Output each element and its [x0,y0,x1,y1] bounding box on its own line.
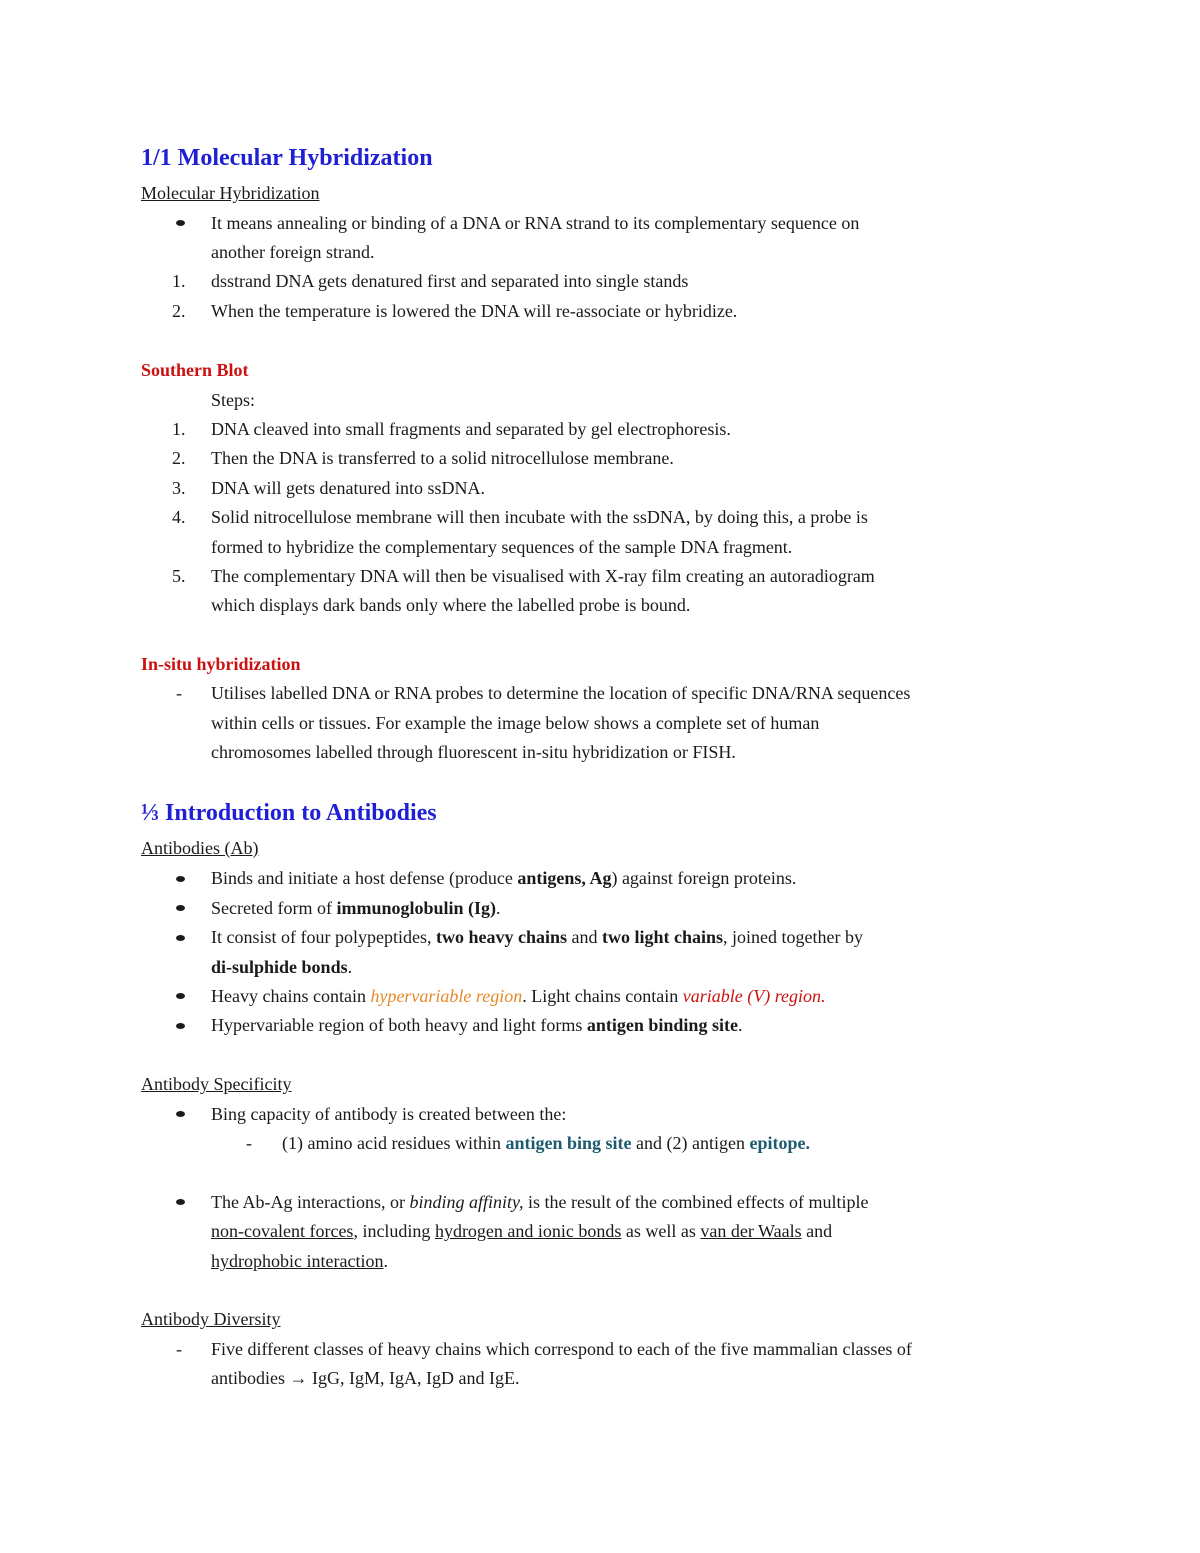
text-line: Heavy chains contain hypervariable region. Light chains contain variable (V) region. [211,986,826,1006]
text-line: (1) amino acid residues within antigen bing site and (2) antigen epitope. [282,1133,810,1153]
list-item: When the temperature is lowered the DNA will re-associate or hybridize. [211,301,738,321]
section-title-introduction-to-antibodies: ⅓ Introduction to Antibodies [141,800,437,826]
list-number: 1. [172,271,186,291]
heading-in-situ-hybridization: In-situ hybridization [141,654,301,674]
text-line: hydrophobic interaction. [211,1251,388,1271]
text-line: antibodies → IgG, IgM, IgA, IgD and IgE. [211,1368,520,1388]
list-item: The complementary DNA will then be visualised with X-ray film creating an autoradiogram [211,566,875,586]
list-number: 4. [172,507,186,527]
list-item-continued: which displays dark bands only where the labelled probe is bound. [211,595,691,615]
dash-marker: - [176,1339,182,1359]
list-item: dsstrand DNA gets denatured first and separated into single stands [211,271,689,291]
text-line: The Ab-Ag interactions, or binding affinity, is the result of the combined effects of multiple [211,1192,869,1212]
text-line: Five different classes of heavy chains which correspond to each of the five mammalian classes of [211,1339,912,1359]
list-number: 2. [172,301,186,321]
subheading-antibody-diversity: Antibody Diversity [141,1309,281,1329]
text-line: It consist of four polypeptides, two heavy chains and two light chains, joined together by [211,927,863,947]
list-number: 1. [172,419,186,439]
list-number: 5. [172,566,186,586]
list-item: Solid nitrocellulose membrane will then incubate with the ssDNA, by doing this, a probe is [211,507,868,527]
dash-marker: - [176,683,182,703]
text-line: within cells or tissues. For example the image below shows a complete set of human [211,713,820,733]
heading-southern-blot: Southern Blot [141,360,249,380]
list-item: DNA will gets denatured into ssDNA. [211,478,485,498]
text-line: Binds and initiate a host defense (produce antigens, Ag) against foreign proteins. [211,868,797,888]
text-line: It means annealing or binding of a DNA or RNA strand to its complementary sequence on [211,213,860,233]
subheading-antibody-specificity: Antibody Specificity [141,1074,292,1094]
text-line: Hypervariable region of both heavy and light forms antigen binding site. [211,1015,743,1035]
section-title-molecular-hybridization: 1/1 Molecular Hybridization [141,145,433,171]
bullet-icon [176,220,185,226]
text-line: Utilises labelled DNA or RNA probes to determine the location of specific DNA/RNA sequences [211,683,911,703]
bullet-icon [176,1023,185,1029]
bullet-icon [176,1111,185,1117]
bullet-icon [176,876,185,882]
text-line: Secreted form of immunoglobulin (Ig). [211,898,501,918]
list-item: Then the DNA is transferred to a solid nitrocellulose membrane. [211,448,674,468]
text-line: another foreign strand. [211,242,375,262]
subheading-antibodies: Antibodies (Ab) [141,838,259,858]
bullet-icon [176,993,185,999]
list-number: 2. [172,448,186,468]
bullet-icon [176,935,185,941]
dash-marker: - [246,1133,252,1153]
bullet-icon [176,1199,185,1205]
bullet-icon [176,905,185,911]
text-line: non-covalent forces, including hydrogen and ionic bonds as well as van der Waals and [211,1221,833,1241]
list-item: DNA cleaved into small fragments and separated by gel electrophoresis. [211,419,731,439]
list-item-continued: formed to hybridize the complementary sequences of the sample DNA fragment. [211,537,793,557]
subheading-molecular-hybridization: Molecular Hybridization [141,183,320,203]
steps-label: Steps: [211,390,256,410]
text-line: chromosomes labelled through fluorescent in-situ hybridization or FISH. [211,742,736,762]
text-line: Bing capacity of antibody is created between the: [211,1104,567,1124]
list-number: 3. [172,478,186,498]
text-line: di-sulphide bonds. [211,957,353,977]
